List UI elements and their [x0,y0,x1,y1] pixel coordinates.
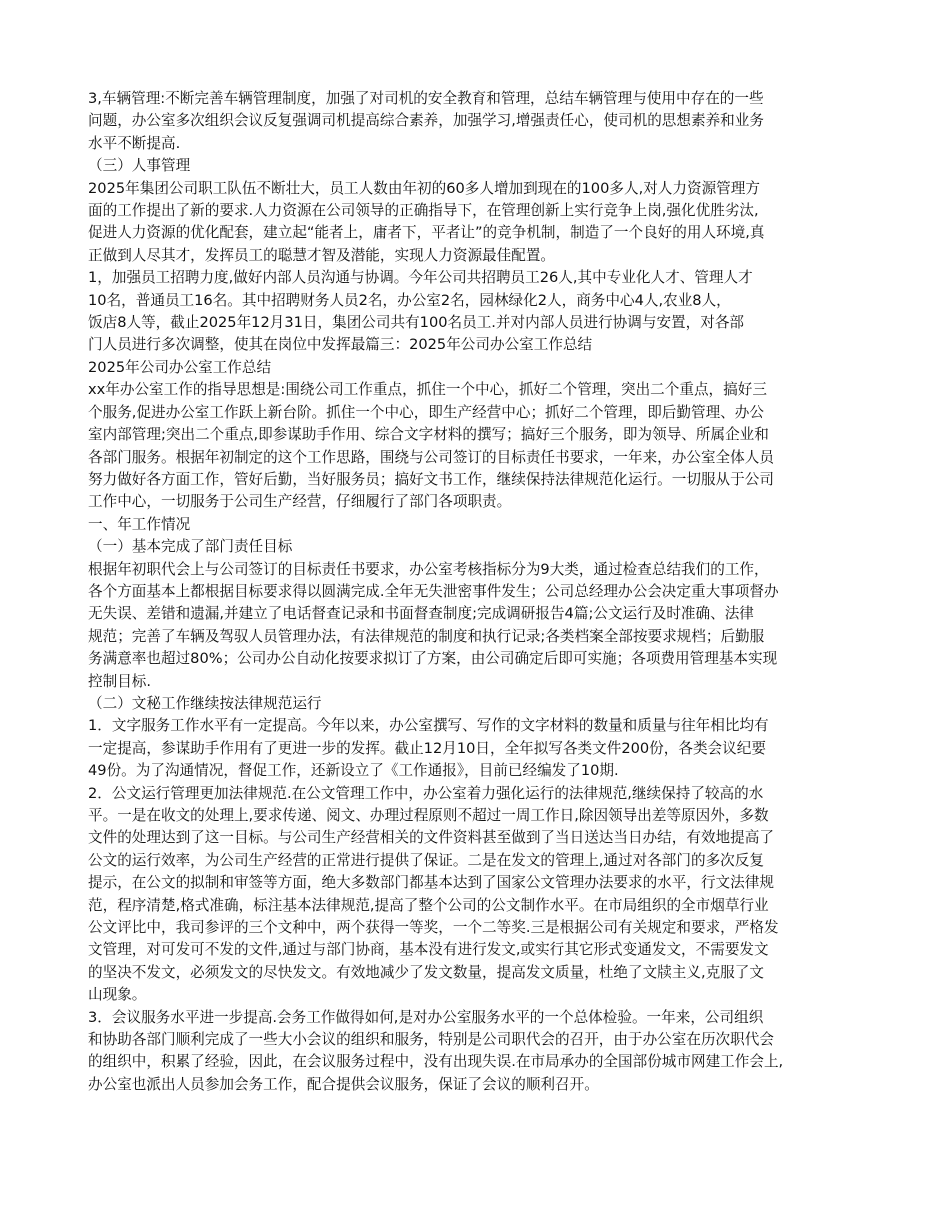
text-line: 范，程序清楚,格式准确，标注基本法律规范,提高了整个公司的公文制作水平。在市局组织的全市烟草行业 [88,896,769,914]
text-line: 门人员进行多次调整，使其在岗位中发挥最篇三：2025年公司办公室工作总结 [88,336,593,354]
text-line: 文件的处理达到了这一目标。与公司生产经营相关的文件资料甚至做到了当日送达当日办结，有效地提高了 [88,829,774,847]
text-line: 一、年工作情况 [88,515,191,533]
text-line: 办公室也派出人员参加会务工作，配合提供会议服务，保证了会议的顺利召开。 [88,1075,599,1093]
text-line: 公文的运行效率，为公司生产经营的正常进行提供了保证。二是在发文的管理上,通过对各部门的多次反复 [88,851,764,869]
text-line: 10名，普通员工16名。其中招聘财务人员2名，办公室2名，园林绿化2人，商务中心4人,农业8人， [88,291,731,309]
text-line: 山现象。 [88,986,147,1004]
text-line: 促进人力资源的优化配套，建立起“能者上，庸者下，平者让”的竞争机制，制造了一个良好的用人环境,真 [88,224,765,242]
text-line: （一）基本完成了部门责任目标 [88,538,293,556]
text-line: （三）人事管理 [88,157,191,175]
text-line: 2．公文运行管理更加法律规范.在公文管理工作中，办公室着力强化运行的法律规范,继续保持了较高的水 [88,784,764,802]
text-line: 平。一是在收文的处理上,要求传递、阅文、办理过程原则不超过一周工作日,除因领导出差等原因外，多数 [88,807,769,824]
text-line: 规范；完善了车辆及驾驭人员管理办法，有法律规范的制度和执行记录;各类档案全部按要求规档；后勤服 [88,627,765,645]
document-body [88,88,868,1096]
text-line: 饭店8人等，截止2025年12月31日，集团公司共有100名员工.并对内部人员进行协调与安置，对各部 [88,314,745,332]
text-line: （二）文秘工作继续按法律规范运行 [88,694,322,712]
text-line: 无失误、差错和遗漏,并建立了电话督查记录和书面督查制度;完成调研报告4篇;公文运行及时准确、法律 [88,605,754,623]
text-line: 问题，办公室多次组织会议反复强调司机提高综合素养，加强学习,增强责任心，使司机的思想素养和业务 [88,112,764,130]
text-line: 水平不断提高. [88,134,181,152]
text-line: 工作中心，一切服务于公司生产经营，仔细履行了部门各项职责。 [88,493,512,511]
text-line: 文管理，对可发可不发的文件,通过与部门协商，基本没有进行发文,或实行其它形式变通发文，不需要发文 [88,941,769,959]
text-line: 2025年集团公司职工队伍不断壮大，员工人数由年初的60多人增加到现在的100多人,对人力资源管理方 [88,179,760,197]
text-line: 49份。为了沟通情况，督促工作，还新设立了《工作通报》，目前已经编发了10期. [88,762,619,780]
text-line: 各部门服务。根据年初制定的这个工作思路，围绕与公司签订的目标责任书要求，一年来，办公室全体人员 [88,448,774,466]
text-line: 1．文字服务工作水平有一定提高。今年以来，办公室撰写、写作的文字材料的数量和质量与往年相比均有 [88,717,769,735]
text-line: 个服务,促进办公室工作跃上新台阶。抓住一个中心，即生产经营中心；抓好二个管理，即后勤管理、办公 [88,403,764,421]
text-line: 努力做好各方面工作，管好后勤，当好服务员；搞好文书工作，继续保持法律规范化运行。一切服从于公司 [88,470,774,488]
text-line: 1，加强员工招聘力度,做好内部人员沟通与协调。今年公司共招聘员工26人,其中专业化人才、管理人才 [88,269,753,287]
text-line: 室内部管理;突出二个重点,即参谋助手作用、综合文字材料的撰写；搞好三个服务，即为领导、所属企业和 [88,426,769,444]
text-line: xx年办公室工作的指导思想是:围绕公司工作重点，抓住一个中心，抓好二个管理，突出二个重点，搞好三 [88,381,767,399]
text-line: 正做到人尽其才，发挥员工的聪慧才智及潜能，实现人力资源最佳配置。 [88,246,556,264]
text-line: 提示，在公文的拟制和审签等方面，绝大多数部门都基本达到了国家公文管理办法要求的水平，行文法律规 [88,874,774,892]
text-line: 的坚决不发文，必须发文的尽快发文。有效地减少了发文数量，提高发文质量，杜绝了文牍主义,克服了文 [88,963,764,981]
text-line: 务满意率也超过80%；公司办公自动化按要求拟订了方案，由公司确定后即可实施；各项费用管理基本实现 [88,650,778,668]
text-line: 的组织中，积累了经验，因此，在会议服务过程中，没有出现失误.在市局承办的全国部份城市网建工作会上, [88,1053,784,1071]
text-line: 面的工作提出了新的要求.人力资源在公司领导的正确指导下，在管理创新上实行竞争上岗,强化优胜劣汰, [88,202,759,220]
text-line: 3．会议服务水平进一步提高.会务工作做得如何,是对办公室服务水平的一个总体检验。一年来，公司组织 [88,1008,764,1026]
text-line: 3,车辆管理:不断完善车辆管理制度，加强了对司机的安全教育和管理，总结车辆管理与使用中存在的一些 [88,90,764,107]
text-line: 一定提高，参谋助手作用有了更进一步的发挥。截止12月10日，全年拟写各类文件200份，各类会议纪要 [88,739,766,757]
text-line: 控制目标. [88,672,152,690]
text-line: 和协助各部门顺利完成了一些大小会议的组织和服务，特别是公司职代会的召开，由于办公室在历次职代会 [88,1031,774,1049]
text-line: 根据年初职代会上与公司签订的目标责任书要求，办公室考核指标分为9大类，通过检查总结我们的工作， [88,560,769,578]
text-line: 公文评比中，我司参评的三个文种中，两个获得一等奖，一个二等奖.三是根据公司有关规定和要求，严格发 [88,919,779,937]
text-line: 2025年公司办公室工作总结 [88,358,272,376]
text-line: 各个方面基本上都根据目标要求得以圆满完成.全年无失泄密事件发生；公司总经理办公会决定重大事项督办 [88,582,779,600]
